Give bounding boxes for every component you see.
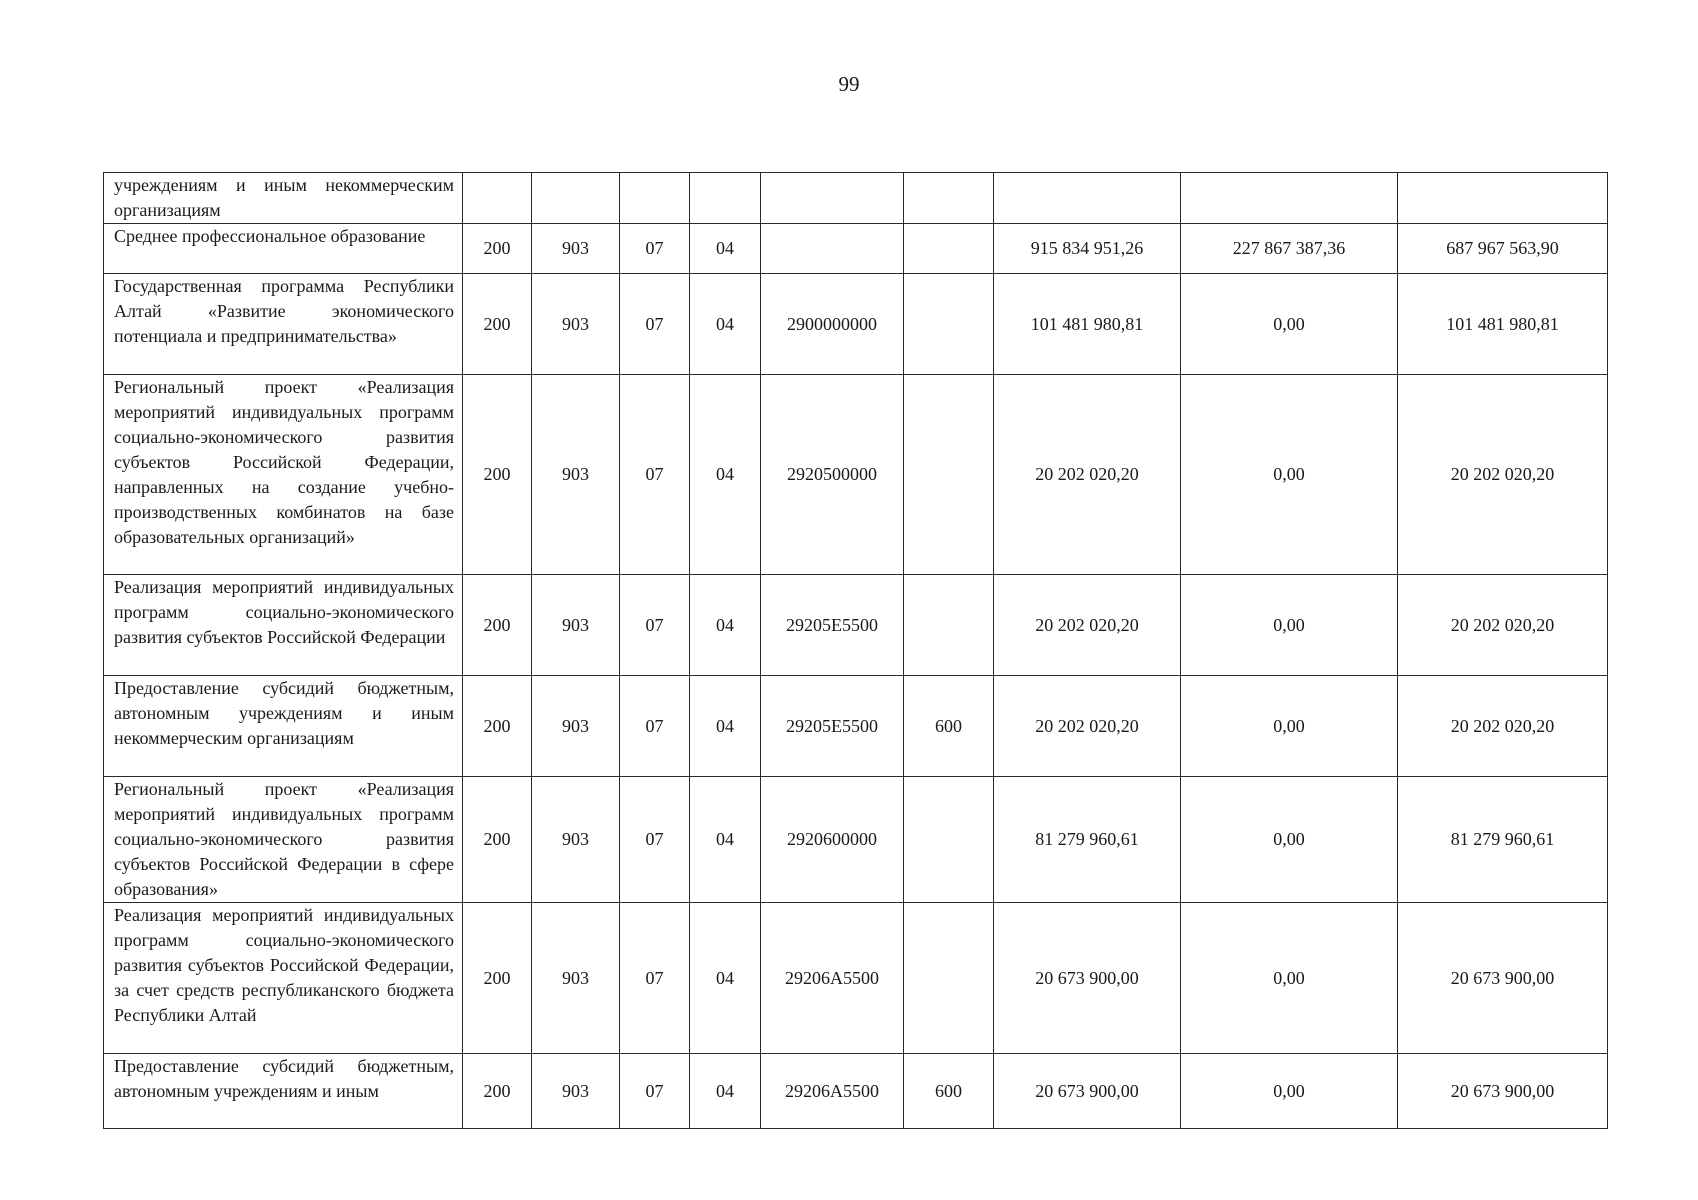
row-name: Государственная программа Республики Алтай «Развитие экономического потенциала и предпринимательства» <box>114 276 454 346</box>
target-code-cell: 29206A5500 <box>761 903 904 1054</box>
section-code-cell: 07 <box>620 575 690 676</box>
expense-type-cell <box>904 777 994 903</box>
row-name: Предоставление субсидий бюджетным, автономным учреждениям и иным <box>114 1056 454 1101</box>
expense-type-cell: 600 <box>904 676 994 777</box>
expense-type-cell <box>904 575 994 676</box>
table-row <box>104 173 1608 224</box>
table-row <box>104 224 1608 274</box>
subsection-code-cell: 04 <box>690 777 761 903</box>
subsection-code-cell: 04 <box>690 274 761 375</box>
ministry-code-cell: 903 <box>532 375 620 575</box>
target-code-cell: 29205E5500 <box>761 575 904 676</box>
ministry-code-cell: 903 <box>532 1054 620 1129</box>
subsection-code-cell <box>690 173 761 224</box>
target-code-cell: 29205E5500 <box>761 676 904 777</box>
subsection-code-cell: 04 <box>690 575 761 676</box>
total-amount-cell: 20 202 020,20 <box>994 375 1181 575</box>
section-code-cell: 07 <box>620 676 690 777</box>
federal-amount-cell <box>1181 173 1398 224</box>
expense-type-cell <box>904 224 994 274</box>
regional-amount-cell: 101 481 980,81 <box>1398 274 1608 375</box>
federal-amount-cell: 0,00 <box>1181 1054 1398 1129</box>
target-code-cell <box>761 224 904 274</box>
subsection-code-cell: 04 <box>690 676 761 777</box>
section-code-cell: 07 <box>620 1054 690 1129</box>
row-name-cell <box>104 575 463 676</box>
table-row <box>104 1054 1608 1129</box>
regional-amount-cell: 20 202 020,20 <box>1398 575 1608 676</box>
table-row <box>104 676 1608 777</box>
row-name-cell <box>104 173 463 224</box>
expense-type-cell: 600 <box>904 1054 994 1129</box>
row-name: Реализация мероприятий индивидуальных программ социально-экономического развития субъектов Российской Федерации, за счет средств республиканского бюджета Республики Алтай <box>114 905 454 1025</box>
total-amount-cell <box>994 173 1181 224</box>
total-amount-cell: 20 673 900,00 <box>994 1054 1181 1129</box>
regional-amount-cell: 81 279 960,61 <box>1398 777 1608 903</box>
admin-code-cell: 200 <box>463 274 532 375</box>
row-name-cell <box>104 903 463 1054</box>
table-row <box>104 375 1608 575</box>
admin-code-cell <box>463 173 532 224</box>
admin-code-cell: 200 <box>463 676 532 777</box>
ministry-code-cell: 903 <box>532 274 620 375</box>
section-code-cell: 07 <box>620 903 690 1054</box>
admin-code-cell: 200 <box>463 777 532 903</box>
table-row <box>104 903 1608 1054</box>
row-name: Региональный проект «Реализация мероприятий индивидуальных программ социально-экономического развития субъектов Российской Федерации, направленных на создание учебно-производственных комбинатов на базе образовательных организаций» <box>114 377 454 547</box>
subsection-code-cell: 04 <box>690 903 761 1054</box>
row-name: Региональный проект «Реализация мероприятий индивидуальных программ социально-экономического развития субъектов Российской Федерации в сфере образования» <box>114 779 454 899</box>
target-code-cell <box>761 173 904 224</box>
federal-amount-cell: 0,00 <box>1181 676 1398 777</box>
admin-code-cell: 200 <box>463 903 532 1054</box>
admin-code-cell: 200 <box>463 1054 532 1129</box>
subsection-code-cell: 04 <box>690 1054 761 1129</box>
subsection-code-cell: 04 <box>690 375 761 575</box>
section-code-cell: 07 <box>620 274 690 375</box>
total-amount-cell: 81 279 960,61 <box>994 777 1181 903</box>
admin-code-cell: 200 <box>463 575 532 676</box>
row-name: учреждениям и иным некоммерческим организациям <box>114 175 454 220</box>
row-name: Среднее профессиональное образование <box>114 226 426 246</box>
expense-type-cell <box>904 903 994 1054</box>
regional-amount-cell: 20 202 020,20 <box>1398 375 1608 575</box>
target-code-cell: 2920500000 <box>761 375 904 575</box>
expense-type-cell <box>904 173 994 224</box>
row-name: Предоставление субсидий бюджетным, автономным учреждениям и иным некоммерческим организациям <box>114 678 454 748</box>
budget-table <box>103 172 1608 1129</box>
ministry-code-cell: 903 <box>532 777 620 903</box>
row-name-cell <box>104 1054 463 1129</box>
total-amount-cell: 20 673 900,00 <box>994 903 1181 1054</box>
row-name-cell <box>104 676 463 777</box>
total-amount-cell: 101 481 980,81 <box>994 274 1181 375</box>
federal-amount-cell: 227 867 387,36 <box>1181 224 1398 274</box>
ministry-code-cell <box>532 173 620 224</box>
table-row <box>104 575 1608 676</box>
row-name: Реализация мероприятий индивидуальных программ социально-экономического развития субъектов Российской Федерации <box>114 577 454 647</box>
target-code-cell: 2900000000 <box>761 274 904 375</box>
table-row <box>104 777 1608 903</box>
regional-amount-cell: 20 673 900,00 <box>1398 1054 1608 1129</box>
ministry-code-cell: 903 <box>532 224 620 274</box>
section-code-cell <box>620 173 690 224</box>
ministry-code-cell: 903 <box>532 903 620 1054</box>
total-amount-cell: 20 202 020,20 <box>994 575 1181 676</box>
section-code-cell: 07 <box>620 375 690 575</box>
ministry-code-cell: 903 <box>532 676 620 777</box>
row-name-cell <box>104 777 463 903</box>
admin-code-cell: 200 <box>463 224 532 274</box>
admin-code-cell: 200 <box>463 375 532 575</box>
section-code-cell: 07 <box>620 224 690 274</box>
target-code-cell: 2920600000 <box>761 777 904 903</box>
row-name-cell <box>104 224 463 274</box>
ministry-code-cell: 903 <box>532 575 620 676</box>
row-name-cell <box>104 274 463 375</box>
page-number: 99 <box>838 72 860 96</box>
expense-type-cell <box>904 375 994 575</box>
total-amount-cell: 20 202 020,20 <box>994 676 1181 777</box>
regional-amount-cell <box>1398 173 1608 224</box>
federal-amount-cell: 0,00 <box>1181 903 1398 1054</box>
federal-amount-cell: 0,00 <box>1181 777 1398 903</box>
federal-amount-cell: 0,00 <box>1181 575 1398 676</box>
federal-amount-cell: 0,00 <box>1181 274 1398 375</box>
expense-type-cell <box>904 274 994 375</box>
section-code-cell: 07 <box>620 777 690 903</box>
row-name-cell <box>104 375 463 575</box>
regional-amount-cell: 20 673 900,00 <box>1398 903 1608 1054</box>
regional-amount-cell: 687 967 563,90 <box>1398 224 1608 274</box>
regional-amount-cell: 20 202 020,20 <box>1398 676 1608 777</box>
total-amount-cell: 915 834 951,26 <box>994 224 1181 274</box>
table-row <box>104 274 1608 375</box>
subsection-code-cell: 04 <box>690 224 761 274</box>
target-code-cell: 29206A5500 <box>761 1054 904 1129</box>
federal-amount-cell: 0,00 <box>1181 375 1398 575</box>
